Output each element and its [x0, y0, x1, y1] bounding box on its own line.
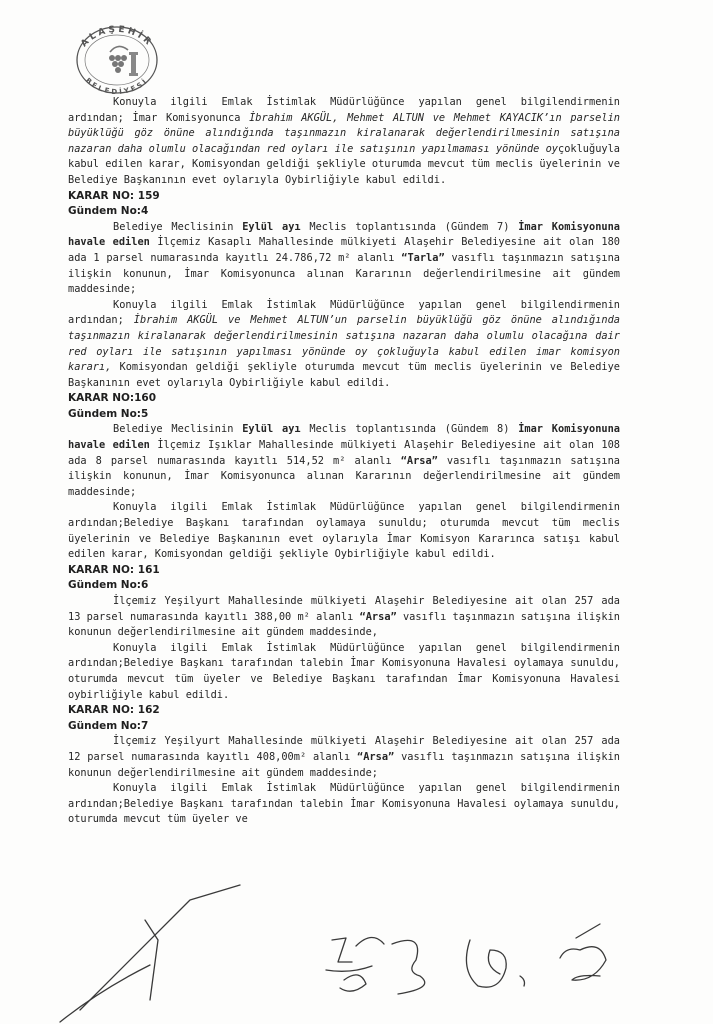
decision-number: KARAR NO: 159: [68, 189, 160, 202]
text-span: İlçemiz Yeşilyurt Mahallesinde mülkiyeti Alaşehir Belediyesine ait olan 257 ada 13 parsel numarasında kayıtlı 388,00 m² alanlı: [68, 595, 620, 623]
text-span: vasıflı taşınmazın satışına ilişkin konunun, İmar Komisyonunca alınan Kararının değerlendirilmesine ait gündem maddesinde;: [68, 454, 620, 498]
referral-label: İmar Komisyonuna havale edilen: [68, 220, 620, 249]
text-span: vasıflı taşınmazın satışına ilişkin konunun, İmar Komisyonunca alınan Kararının değerlendirilmesine ait gündem maddesinde;: [68, 251, 620, 296]
text-span: vasıflı taşınmazın satışına ilişkin konunun değerlendirilmesine ait gündem maddesinde;: [68, 750, 620, 779]
decision-text: [68, 95, 620, 828]
decision-intro: [68, 734, 620, 781]
decision-intro: [68, 422, 620, 500]
decision-number: KARAR NO: 161: [68, 563, 160, 576]
month-label: Eylül ayı: [242, 423, 301, 436]
commission-names: İbrahim AKGÜL ve Mehmet ALTUN’un parselin büyüklüğü göz önüne alındığında taşınmazın kiralanarak değerlendirilmesinin satışına nazaran daha olumlu olacağına dair red oyları ile satışının yapılması yönünde oy çokluğuyla kabul edilen imar komisyon kararı,: [68, 314, 621, 374]
text-span: Meclis toplantısında (Gündem 7): [300, 220, 519, 233]
text-span: İlçemiz Yeşilyurt Mahallesinde mülkiyeti Alaşehir Belediyesine ait olan 257 ada 12 parsel numarasında kayıtlı 408,00m² alanlı: [68, 735, 620, 763]
property-type: “Arsa”: [357, 750, 395, 763]
text-span: Konuyla ilgili Emlak İstimlak Müdürlüğünce yapılan genel bilgilendirmenin ardından; İmar Komisyonunca: [68, 96, 620, 124]
decision-result: [68, 298, 620, 392]
text-span: vasıflı taşınmazın satışına ilişkin konunun değerlendirilmesine ait gündem maddesinde,: [68, 610, 620, 639]
seal-top-text: ALAŞEHİR: [79, 24, 155, 50]
continuation-paragraph: [68, 95, 620, 189]
seal-bottom-text: BELEDİYESİ: [83, 76, 151, 97]
decision-number: KARAR NO:160: [68, 392, 157, 405]
decision-number: KARAR NO: 162: [68, 704, 160, 717]
text-span: Konuyla ilgili Emlak İstimlak Müdürlüğünce yapılan genel bilgilendirmenin ardından;: [68, 298, 620, 327]
text-span: Komisyondan geldiği şekliyle oturumda mevcut tüm meclis üyelerinin ve Belediye Başkanının evet oylarıyla Oybirliğiyle kabul edildi.: [68, 361, 620, 389]
svg-text:BELEDİYESİ: [84, 76, 150, 96]
text-span: çokluğuyla kabul edilen karar, Komisyondan geldiği şekliyle oturumda mevcut tüm meclis üyelerinin ve Belediye Başkanının evet oylarıyla Oybirliğiyle kabul edildi.: [68, 142, 620, 186]
month-label: Eylül ayı: [242, 220, 301, 233]
commission-names: İbrahim AKGÜL, Mehmet ALTUN ve Mehmet KAYACIK’ın parselin büyüklüğü göz önüne alındığında taşınmazın kiralanarak değerlendirilmesinin satışına nazaran daha olumlu olacağından red oyları ile satışının yapılmaması yönünde oy: [68, 111, 620, 155]
agenda-number: Gündem No:4: [68, 205, 149, 218]
decision-intro: [68, 220, 620, 298]
alasehir-belediyesi-seal-icon: [62, 18, 172, 98]
agenda-number: Gündem No:6: [68, 579, 149, 592]
referral-label: İmar Komisyonuna havale edilen: [68, 423, 620, 452]
text-span: İlçemiz Işıklar Mahallesinde mülkiyeti Alaşehir Belediyesine ait olan 108 ada 8 parsel numarasında kayıtlı 514,52 m² alanlı: [68, 439, 620, 467]
handwritten-signatures-icon: [0, 880, 713, 1024]
decision-result: Konuyla ilgili Emlak İstimlak Müdürlüğünce yapılan genel bilgilendirmenin ardından;Belediye Başkanı tarafından talebin İmar Komisyonuna Havalesi oylamaya sunuldu, oturumda mevcut tüm üyeler ve: [68, 782, 620, 826]
property-type: “Tarla”: [401, 251, 445, 264]
agenda-number: Gündem No:5: [68, 407, 149, 420]
property-type: “Arsa”: [359, 610, 397, 623]
decision-result: Konuyla ilgili Emlak İstimlak Müdürlüğünce yapılan genel bilgilendirmenin ardından;Belediye Başkanı tarafından oylamaya sunuldu; oturumda mevcut tüm meclis üyelerinin ve Belediye Başkanının evet oylarıyla İmar Komisyon Kararınca satışı kabul edilen karar, Komisyondan geldiği şekliyle Oybirliğiyle kabul edildi.: [68, 501, 620, 561]
text-span: İlçemiz Kasaplı Mahallesinde mülkiyeti Alaşehir Belediyesine ait olan 180 ada 1 parsel numarasında kayıtlı 24.786,72 m² alanlı: [68, 236, 620, 264]
text-span: Meclis toplantısında (Gündem 8): [300, 423, 519, 436]
decision-result: Konuyla ilgili Emlak İstimlak Müdürlüğünce yapılan genel bilgilendirmenin ardından;Belediye Başkanı tarafından talebin İmar Komisyonuna Havalesi oylamaya sunuldu, oturumda mevcut tüm üyeler ve Belediye Başkanı tarafından İmar Komisyonuna Havalesi oybirliğiyle kabul edildi.: [68, 641, 620, 701]
decision-intro: [68, 594, 620, 641]
agenda-number: Gündem No:7: [68, 719, 149, 732]
property-type: “Arsa”: [400, 454, 438, 467]
text-span: Belediye Meclisinin: [113, 423, 243, 436]
text-span: Belediye Meclisinin: [113, 220, 243, 233]
